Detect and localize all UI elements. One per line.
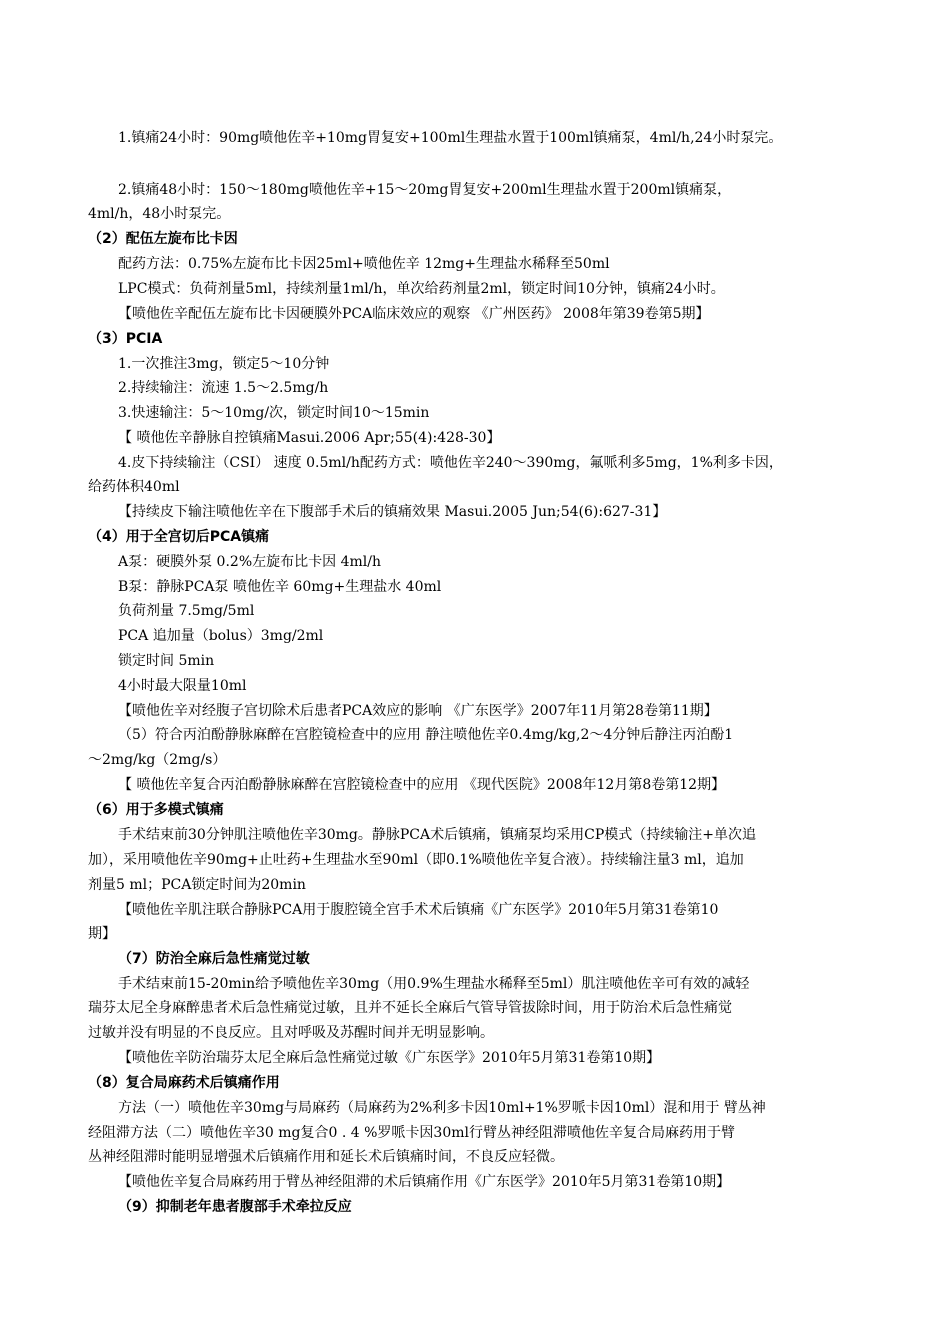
reference-line: 【 喷他佐辛复合丙泊酚静脉麻醉在宫腔镜检查中的应用 《现代医院》2008年12月第8卷第12期】 [118,777,726,793]
reference-line: 【喷他佐辛配伍左旋布比卡因硬膜外PCA临床效应的观察 《广州医药》 2008年第39卷第5期】 [118,306,710,322]
paragraph-line: PCA 追加量（bolus）3mg/2ml [118,628,324,644]
paragraph-line: B泵：静脉PCA泵 喷他佐辛 60mg+生理盐水 40ml [118,579,442,595]
section-heading: （6）用于多模式镇痛 [88,802,224,818]
paragraph-line: （5）符合丙泊酚静脉麻醉在宫腔镜检查中的应用 静注喷他佐辛0.4mg/kg,2～4分钟后静注丙泊酚1 [118,727,734,743]
paragraph-line: 2.持续输注：流速 1.5～2.5mg/h [118,380,329,396]
reference-line: 【持续皮下输注喷他佐辛在下腹部手术后的镇痛效果 Masui.2005 Jun;54(6):627-31】 [118,504,667,520]
paragraph-line: 4.皮下持续输注（CSI） 速度 0.5ml/h配药方式：喷他佐辛240～390mg，氟哌利多5mg，1%利多卡因， [118,455,783,471]
paragraph-line: 1.一次推注3mg，锁定5～10分钟 [118,356,330,372]
paragraph-line: 2.镇痛48小时：150～180mg喷他佐辛+15～20mg胃复安+200ml生理盐水置于200ml镇痛泵， [118,182,732,198]
paragraph-line: A泵：硬膜外泵 0.2%左旋布比卡因 4ml/h [118,554,381,570]
paragraph-line: 经阻滞方法（二）喷他佐辛30 mg复合0 . 4 %罗哌卡因30ml行臂丛神经阻滞喷他佐辛复合局麻药用于臂 [88,1125,735,1141]
section-heading: （8）复合局麻药术后镇痛作用 [88,1075,280,1091]
section-heading: （4）用于全宫切后PCA镇痛 [88,529,270,545]
section-heading: （3）PCIA [88,331,163,347]
paragraph-line: 负荷剂量 7.5mg/5ml [118,603,255,619]
paragraph-line: 剂量5 ml；PCA锁定时间为20min [88,877,306,893]
paragraph-line: 方法（一）喷他佐辛30mg与局麻药（局麻药为2%利多卡因10ml+1%罗哌卡因10ml）混和用于 臂丛神 [118,1100,766,1116]
paragraph-line: 加），采用喷他佐辛90mg+止吐药+生理盐水至90ml（即0.1%喷他佐辛复合液）。持续输注量3 ml，追加 [88,852,744,868]
paragraph-line: 4ml/h，48小时泵完。 [88,206,231,222]
reference-line: 【喷他佐辛复合局麻药用于臂丛神经阻滞的术后镇痛作用《广东医学》2010年5月第31卷第10期】 [118,1174,731,1190]
section-heading: （2）配伍左旋布比卡因 [88,231,238,247]
section-heading: （9）抑制老年患者腹部手术牵拉反应 [118,1199,352,1215]
reference-line: 期】 [88,926,116,942]
reference-line: 【喷他佐辛肌注联合静脉PCA用于腹腔镜全宫手术术后镇痛《广东医学》2010年5月第31卷第10 [118,902,719,918]
paragraph-line: 1.镇痛24小时：90mg喷他佐辛+10mg胃复安+100ml生理盐水置于100ml镇痛泵，4ml/h,24小时泵完。 [118,130,783,146]
paragraph-line: 4小时最大限量10ml [118,678,247,694]
section-heading: （7）防治全麻后急性痛觉过敏 [118,951,310,967]
reference-line: 【喷他佐辛对经腹子宫切除术后患者PCA效应的影响 《广东医学》2007年11月第28卷第11期】 [118,703,718,719]
paragraph-line: 过敏并没有明显的不良反应。且对呼吸及苏醒时间并无明显影响。 [88,1025,494,1041]
paragraph-line: 瑞芬太尼全身麻醉患者术后急性痛觉过敏，且并不延长全麻后气管导管拔除时间，用于防治术后急性痛觉 [88,1000,732,1016]
paragraph-line: 给药体积40ml [88,479,180,495]
paragraph-line: 锁定时间 5min [118,653,215,669]
paragraph-line: 手术结束前15-20min给予喷他佐辛30mg（用0.9%生理盐水稀释至5ml）肌注喷他佐辛可有效的减轻 [118,976,750,992]
paragraph-line: 手术结束前30分钟肌注喷他佐辛30mg。静脉PCA术后镇痛，镇痛泵均采用CP模式（持续输注+单次追 [118,827,756,843]
reference-line: 【喷他佐辛防治瑞芬太尼全麻后急性痛觉过敏《广东医学》2010年5月第31卷第10期】 [118,1050,661,1066]
paragraph-line: 丛神经阻滞时能明显增强术后镇痛作用和延长术后镇痛时间，不良反应轻微。 [88,1149,564,1165]
reference-line: 【 喷他佐辛静脉自控镇痛Masui.2006 Apr;55(4):428-30】 [118,430,501,446]
paragraph-line: ～2mg/kg（2mg/s） [88,752,227,768]
paragraph-line: 3.快速输注：5～10mg/次，锁定时间10～15min [118,405,430,421]
paragraph-line: LPC模式：负荷剂量5ml，持续剂量1ml/h，单次给药剂量2ml，锁定时间10分钟，镇痛24小时。 [118,281,725,297]
paragraph-line: 配药方法：0.75%左旋布比卡因25ml+喷他佐辛 12mg+生理盐水稀释至50ml [118,256,610,272]
